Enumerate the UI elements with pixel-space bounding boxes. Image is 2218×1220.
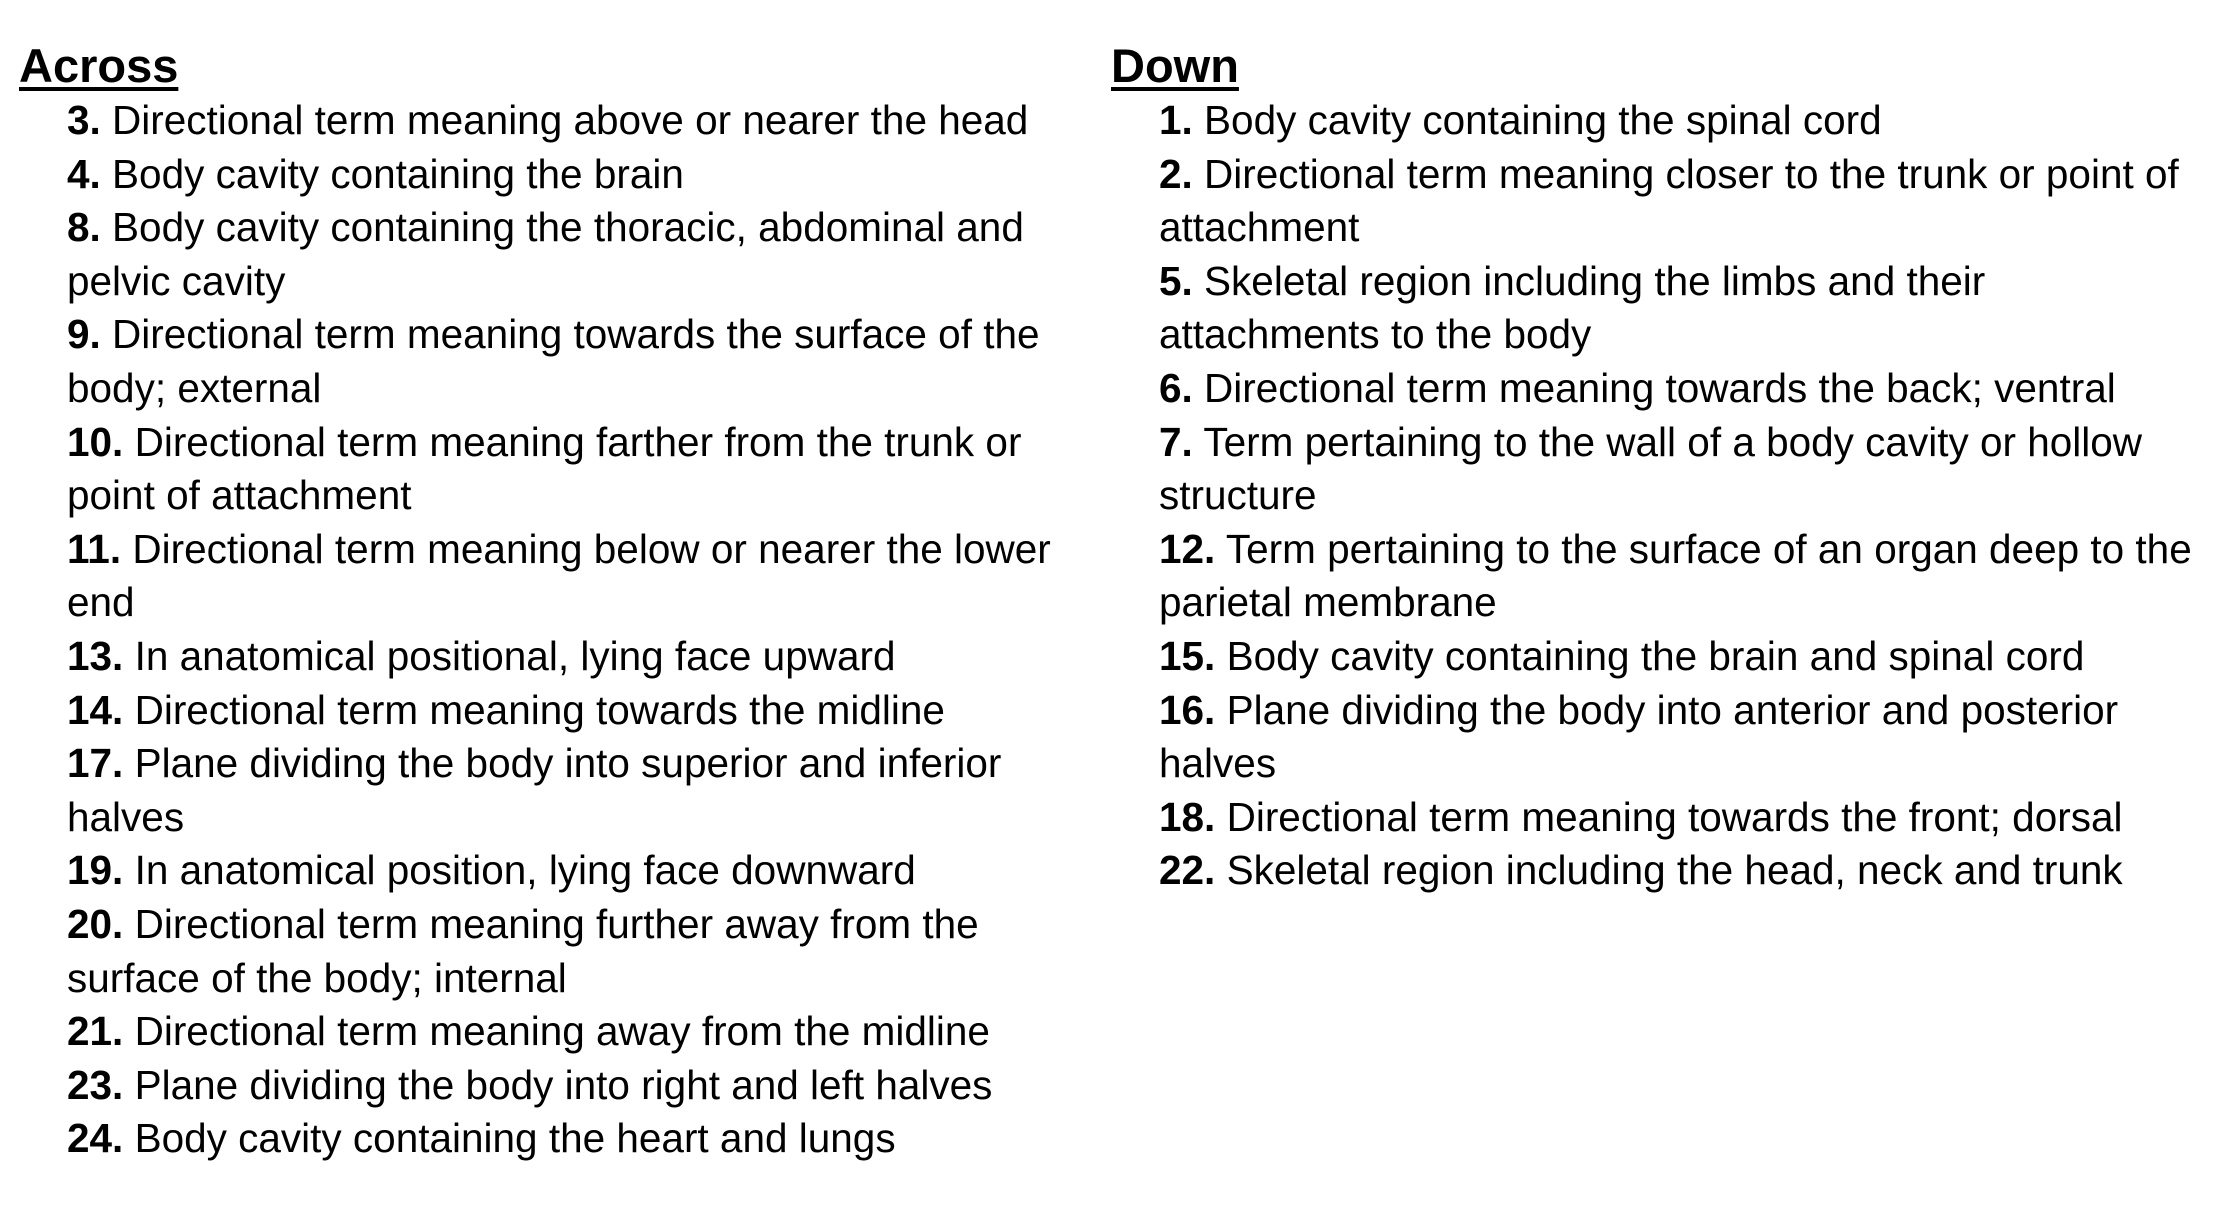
clue-text: Body cavity containing the spinal cord [1204,97,1882,143]
clue-text: Directional term meaning below or nearer the lower end [67,525,1051,626]
clue-number: 3. [67,97,101,143]
across-clue [67,844,1079,898]
clue-number: 9. [67,311,101,358]
clue-number: 11. [67,525,122,572]
clue-number: 21. [67,1008,124,1055]
clue-number: 7. [1159,418,1193,465]
clue-text: Body cavity containing the thoracic, abdominal and pelvic cavity [67,204,1024,304]
clue-number: 18. [1159,793,1216,840]
clue-number: 17. [67,740,124,787]
across-section [19,38,1079,1166]
down-clue [1159,255,2201,362]
across-clue [67,1059,1079,1113]
down-clue [1159,684,2201,791]
clue-number: 15. [1159,632,1216,679]
across-clue [67,630,1079,684]
clue-number: 2. [1159,150,1193,197]
across-clue [67,523,1079,630]
clue-number: 20. [67,900,124,947]
clue-number: 4. [67,150,101,197]
clue-text: In anatomical positional, lying face upward [134,632,896,679]
clue-number: 13. [67,632,124,679]
across-clue [67,1112,1079,1166]
clue-number: 23. [67,1061,124,1108]
across-clue [67,898,1079,1005]
clue-number: 12. [1159,525,1216,572]
clue-text: Directional term meaning farther from the trunk or point of attachment [67,418,1022,519]
down-clue [1159,362,2201,416]
clue-text: Body cavity containing the brain and spinal cord [1226,632,2085,679]
across-clue [67,737,1079,844]
clue-text: Directional term meaning further away from the surface of the body; internal [67,900,979,1001]
across-clue [67,308,1079,415]
clue-number: 6. [1159,364,1193,411]
clue-text: Directional term meaning above or nearer the head [112,97,1029,143]
clue-number: 5. [1159,257,1193,304]
down-section [1111,38,2201,898]
across-clue [67,94,1079,148]
across-clue-list [19,94,1079,1166]
clue-number: 10. [67,418,124,465]
clue-text: Skeletal region including the limbs and their attachments to the body [1159,257,1986,358]
clue-text: Directional term meaning towards the back; ventral [1204,364,2116,411]
across-clue [67,201,1079,308]
clue-text: Plane dividing the body into right and left halves [134,1061,993,1108]
down-clue [1159,416,2201,523]
clue-text: Directional term meaning towards the midline [134,686,945,733]
clue-text: In anatomical position, lying face downward [134,847,916,894]
clue-text: Directional term meaning away from the midline [134,1008,990,1055]
clue-number: 1. [1159,97,1193,143]
clue-text: Skeletal region including the head, neck and trunk [1226,847,2123,894]
down-clue [1159,148,2201,255]
across-clue [67,416,1079,523]
clue-text: Plane dividing the body into superior and inferior halves [67,740,1002,840]
clue-number: 19. [67,847,124,894]
clue-text: Body cavity containing the heart and lungs [134,1115,896,1162]
clue-text: Plane dividing the body into anterior and posterior halves [1159,686,2119,787]
down-clue-list [1111,94,2201,898]
clue-text: Directional term meaning towards the surface of the body; external [67,311,1040,411]
clue-text: Directional term meaning closer to the trunk or point of attachment [1159,150,2179,251]
clue-text: Term pertaining to the surface of an organ deep to the parietal membrane [1159,525,2192,626]
clue-number: 16. [1159,686,1216,733]
clue-number: 8. [67,204,101,251]
clue-text: Directional term meaning towards the front; dorsal [1226,793,2123,840]
clue-number: 14. [67,686,124,733]
clue-number: 24. [67,1115,124,1162]
clue-text: Term pertaining to the wall of a body cavity or hollow structure [1159,418,2143,519]
clue-number: 22. [1159,847,1216,894]
across-clue [67,1005,1079,1059]
across-heading: Across [19,39,179,92]
down-heading: Down [1111,39,1239,92]
down-clue [1159,844,2201,898]
down-clue [1159,94,2201,148]
clue-text: Body cavity containing the brain [112,150,684,197]
down-clue [1159,523,2201,630]
down-clue [1159,791,2201,845]
across-clue [67,148,1079,202]
across-clue [67,684,1079,738]
down-clue [1159,630,2201,684]
